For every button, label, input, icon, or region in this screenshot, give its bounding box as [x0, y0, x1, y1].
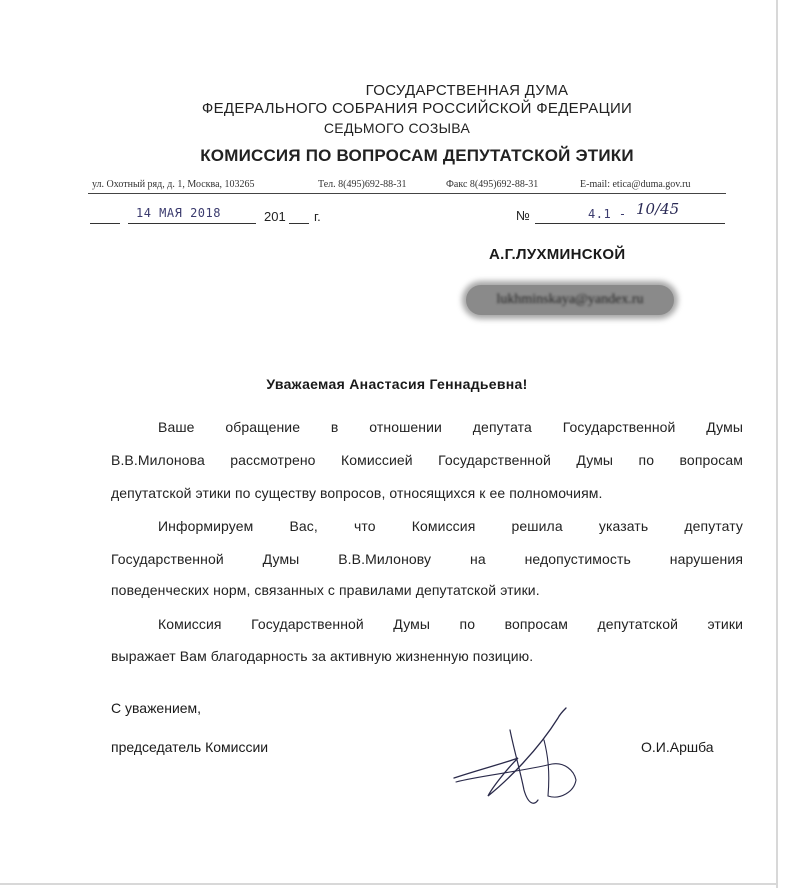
closing: С уважением,	[111, 700, 202, 716]
fax: Факс 8(495)692-88-31	[446, 179, 539, 190]
paragraph-2-line-3: поведенческих норм, связанных с правилами депутатской этики.	[111, 582, 540, 598]
signatory-name: О.И.Аршба	[641, 739, 714, 755]
redacted-email	[466, 285, 674, 315]
handwritten-signature	[448, 700, 598, 810]
recipient-name: А.Г.ЛУХМИНСКОЙ	[489, 246, 626, 263]
paragraph-3-line-1: Комиссия Государственной Думы по вопросам депутатской этики	[158, 616, 743, 632]
phone: Тел. 8(495)692-88-31	[318, 179, 407, 190]
signatory-title: председатель Комиссии	[111, 739, 269, 755]
convocation: СЕДЬМОГО СОЗЫВА	[323, 120, 471, 136]
number-label: №	[516, 208, 530, 223]
year-suffix: г.	[314, 209, 321, 224]
date-day-line	[90, 223, 120, 224]
year-line	[289, 223, 309, 224]
paragraph-2-line-1: Информируем Вас, что Комиссия решила указать депутату	[158, 518, 743, 534]
date-stamp: 14 МАЯ 2018	[136, 206, 221, 220]
letterhead-divider	[88, 193, 726, 194]
date-line	[128, 223, 256, 224]
redacted-email-text: lukhminskaya@yandex.ru	[496, 292, 644, 307]
address: ул. Охотный ряд, д. 1, Москва, 103265	[92, 179, 255, 190]
email: E-mail: etica@duma.gov.ru	[580, 179, 691, 190]
org-name-line2: ФЕДЕРАЛЬНОГО СОБРАНИЯ РОССИЙСКОЙ ФЕДЕРАЦИИ	[201, 100, 633, 117]
paragraph-1-line-2: В.В.Милонова рассмотрено Комиссией Государственной Думы по вопросам	[111, 452, 743, 468]
commission-title: КОМИССИЯ ПО ВОПРОСАМ ДЕПУТАТСКОЙ ЭТИКИ	[200, 146, 634, 165]
paragraph-2-line-2: Государственной Думы В.В.Милонову на недопустимость нарушения	[111, 551, 743, 567]
number-line	[535, 223, 725, 224]
org-name-line1: ГОСУДАРСТВЕННАЯ ДУМА	[365, 82, 569, 99]
paragraph-1-line-1: Ваше обращение в отношении депутата Государственной Думы	[158, 419, 743, 435]
salutation: Уважаемая Анастасия Геннадьевна!	[266, 376, 528, 392]
paragraph-3-line-2: выражает Вам благодарность за активную жизненную позицию.	[111, 648, 534, 664]
number-prefix: 4.1 -	[588, 207, 627, 221]
number-handwritten: 10/45	[636, 200, 680, 218]
paragraph-1-line-3: депутатской этики по существу вопросов, относящихся к ее полномочиям.	[111, 485, 603, 501]
year-prefix: 201	[264, 209, 286, 224]
page-border-bottom	[0, 883, 778, 885]
